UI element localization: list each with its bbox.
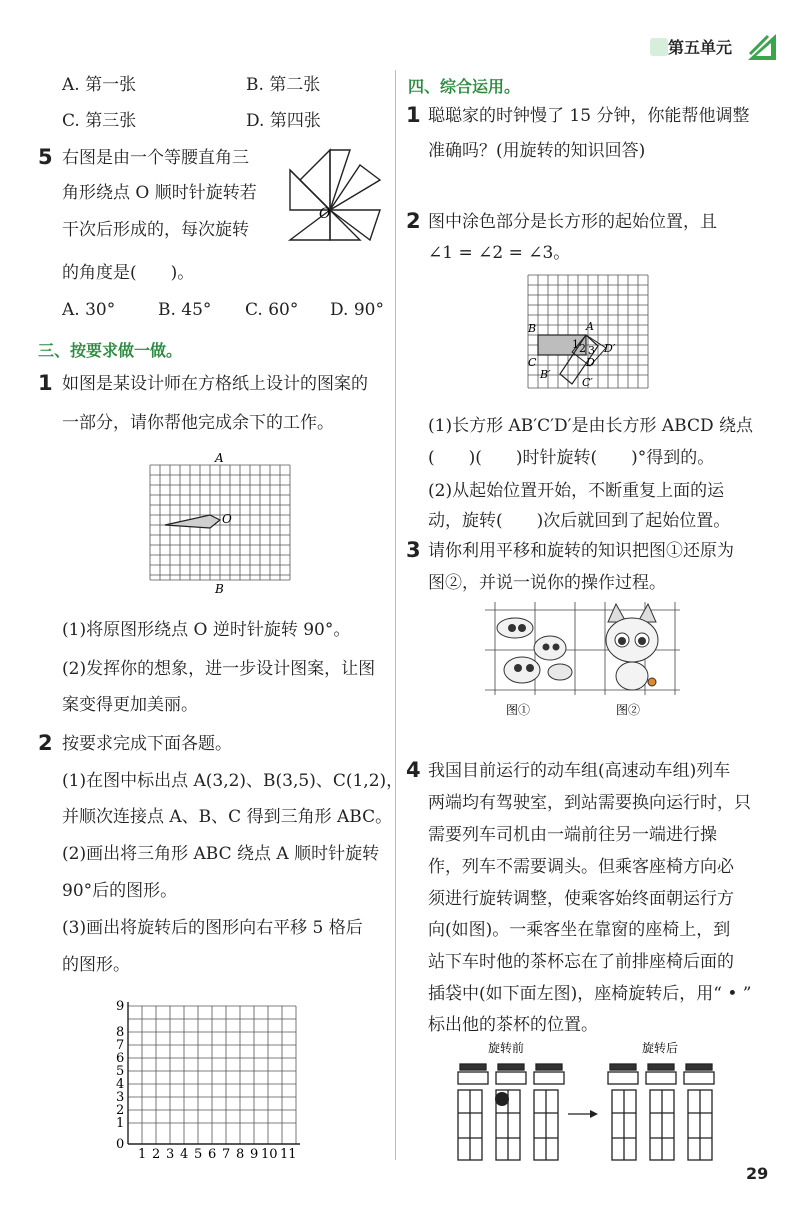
- seats-after: [608, 1064, 714, 1160]
- y-tick-8: 8: [116, 1025, 125, 1040]
- q5-line-1: 右图是由一个等腰直角三: [62, 148, 249, 168]
- q5-line-2: 角形绕点 O 顺时针旋转若: [62, 183, 257, 203]
- ruler-triangle-icon: [746, 30, 780, 64]
- r-q4-line-2: 两端均有驾驶室，到站需要换向运行时，只: [428, 793, 751, 813]
- q5-option-c: C. 60°: [245, 300, 299, 320]
- caption-before: 旋转前: [488, 1041, 525, 1055]
- q4-option-a: A. 第一张: [62, 75, 137, 95]
- r-q3-number: 3: [406, 538, 421, 562]
- label-b-prime: B′: [540, 368, 551, 381]
- q4-option-d: D. 第四张: [246, 111, 321, 131]
- x-tick-9: 9: [250, 1147, 259, 1162]
- caption-fig1: 图①: [506, 703, 531, 717]
- label-d: D: [586, 356, 595, 369]
- x-tick-4: 4: [180, 1147, 189, 1162]
- seats-before: [458, 1064, 564, 1160]
- p1-number: 1: [38, 371, 53, 395]
- p2-sub-4: 90°后的图形。: [62, 881, 178, 901]
- caption-fig2: 图②: [616, 703, 641, 717]
- p2-sub-1: (1)在图中标出点 A(3,2)、B(3,5)、C(1,2)，: [62, 771, 404, 791]
- x-tick-1: 1: [138, 1147, 147, 1162]
- cat-complete: [606, 604, 658, 690]
- r-q3-line-1: 请你利用平移和旋转的知识把图①还原为: [428, 541, 734, 561]
- p1-label-o: O: [222, 512, 232, 526]
- r-q2-number: 2: [406, 209, 421, 233]
- pinwheel-figure: [285, 145, 385, 245]
- q5-number: 5: [38, 145, 53, 169]
- y-tick-6: 6: [116, 1051, 125, 1066]
- r-q4-line-3: 需要列车司机由一端前往另一端进行操: [428, 825, 717, 845]
- section3-title: 三、按要求做一做。: [38, 341, 183, 360]
- q4-option-c: C. 第三张: [62, 111, 137, 131]
- r-q4-line-4: 作，列车不需要调头。但乘客座椅方向必: [428, 857, 734, 877]
- x-tick-5: 5: [194, 1147, 203, 1162]
- y-tick-2: 2: [116, 1103, 125, 1118]
- q5-option-a: A. 30°: [62, 300, 116, 320]
- label-c: C: [528, 356, 537, 369]
- r-q4-line-6: 向(如图)。一乘客坐在靠窗的座椅上，到: [428, 920, 731, 940]
- r-q4-train-seats-figure: [450, 1038, 730, 1163]
- x-tick-8: 8: [236, 1147, 245, 1162]
- label-d-prime: D′: [604, 342, 616, 355]
- p1-sub-2: (2)发挥你的想象，进一步设计图案，让图: [62, 659, 376, 679]
- x-tick-2: 2: [152, 1147, 161, 1162]
- p1-sub-3: 案变得更加美丽。: [62, 695, 198, 715]
- r-q4-line-5: 须进行旋转调整，使乘客始终面朝运行方: [428, 889, 734, 909]
- header-bar: [650, 30, 780, 64]
- page-number: 29: [746, 1164, 769, 1183]
- y-tick-4: 4: [116, 1077, 125, 1092]
- r-q4-line-1: 我国目前运行的动车组(高速动车组)列车: [428, 761, 731, 781]
- r-q2-line-2: ∠1 = ∠2 = ∠3。: [428, 243, 571, 263]
- r-q4-number: 4: [406, 758, 421, 782]
- q4-option-b: B. 第二张: [246, 75, 321, 95]
- y-tick-3: 3: [116, 1090, 125, 1105]
- r-q1-line-2: 准确吗？(用旋转的知识回答): [428, 141, 646, 161]
- unit-title: 第五单元: [668, 38, 733, 57]
- p1-line-1: 如图是某设计师在方格纸上设计的图案的: [62, 374, 368, 394]
- label-b: B: [528, 322, 537, 335]
- p1-label-a: A: [215, 451, 224, 465]
- x-tick-3: 3: [166, 1147, 175, 1162]
- p2-title: 按要求完成下面各题。: [62, 734, 232, 754]
- cat-pieces-scrambled: [497, 618, 572, 683]
- p2-sub-6: 的图形。: [62, 955, 130, 975]
- column-divider: [395, 70, 396, 1160]
- p2-sub-5: (3)画出将旋转后的图形向右平移 5 格后: [62, 918, 363, 938]
- x-tick-10: 10: [261, 1147, 278, 1162]
- x-tick-7: 7: [222, 1147, 231, 1162]
- p1-grid-figure: [145, 450, 295, 596]
- r-q1-number: 1: [406, 103, 421, 127]
- p2-coordinate-grid: [108, 992, 308, 1162]
- y-tick-5: 5: [116, 1064, 125, 1079]
- r-q2-sub-4: 动，旋转( )次后就回到了起始位置。: [428, 511, 731, 531]
- p1-sub-1: (1)将原图形绕点 O 逆时针旋转 90°。: [62, 620, 351, 640]
- arrow-right: [568, 1110, 598, 1118]
- p1-label-b: B: [215, 582, 224, 596]
- r-q2-sub-2: ( )( )时针旋转( )°得到的。: [428, 448, 715, 468]
- header-deco: [650, 38, 668, 56]
- r-q4-line-7: 站下车时他的茶杯忘在了前排座椅后面的: [428, 952, 734, 972]
- r-q1-line-1: 聪聪家的时钟慢了 15 分钟，你能帮他调整: [428, 106, 750, 126]
- label-1: 1: [572, 338, 579, 351]
- r-q2-line-1: 图中涂色部分是长方形的起始位置，且: [428, 212, 717, 232]
- cup-marker: [495, 1092, 509, 1106]
- section4-title: 四、综合运用。: [408, 77, 521, 96]
- y-tick-9: 9: [116, 999, 125, 1014]
- q5-line-3: 干次后形成的，每次旋转: [62, 220, 249, 240]
- p2-sub-2: 并顺次连接点 A、B、C 得到三角形 ABC。: [62, 807, 393, 827]
- r-q2-sub-1: (1)长方形 AB′C′D′是由长方形 ABCD 绕点: [428, 416, 754, 436]
- label-a: A: [586, 320, 594, 333]
- x-tick-6: 6: [208, 1147, 217, 1162]
- r-q4-line-9: 标出他的茶杯的位置。: [428, 1015, 598, 1035]
- r-q3-line-2: 图②，并说一说你的操作过程。: [428, 573, 666, 593]
- label-2: 2: [579, 342, 586, 355]
- q5-option-b: B. 45°: [158, 300, 212, 320]
- x-tick-11: 11: [280, 1147, 297, 1162]
- r-q4-line-8: 插袋中(如下面左图)，座椅旋转后，用“ • ”: [428, 984, 752, 1004]
- y-tick-1: 1: [116, 1116, 125, 1131]
- q5-line-4: 的角度是( )。: [62, 263, 195, 283]
- caption-after: 旋转后: [642, 1041, 679, 1055]
- label-3: 3: [588, 344, 595, 357]
- p1-line-2: 一部分，请你帮他完成余下的工作。: [62, 413, 334, 433]
- q5-point-o: O: [319, 206, 331, 222]
- label-c-prime: C′: [582, 376, 593, 389]
- q5-option-d: D. 90°: [330, 300, 384, 320]
- r-q2-grid-figure: [520, 270, 660, 400]
- p2-number: 2: [38, 731, 53, 755]
- r-q3-cat-puzzle-figure: [480, 600, 690, 720]
- r-q2-sub-3: (2)从起始位置开始，不断重复上面的运: [428, 481, 725, 501]
- y-tick-7: 7: [116, 1038, 125, 1053]
- p2-sub-3: (2)画出将三角形 ABC 绕点 A 顺时针旋转: [62, 844, 380, 864]
- y-tick-0: 0: [116, 1137, 125, 1152]
